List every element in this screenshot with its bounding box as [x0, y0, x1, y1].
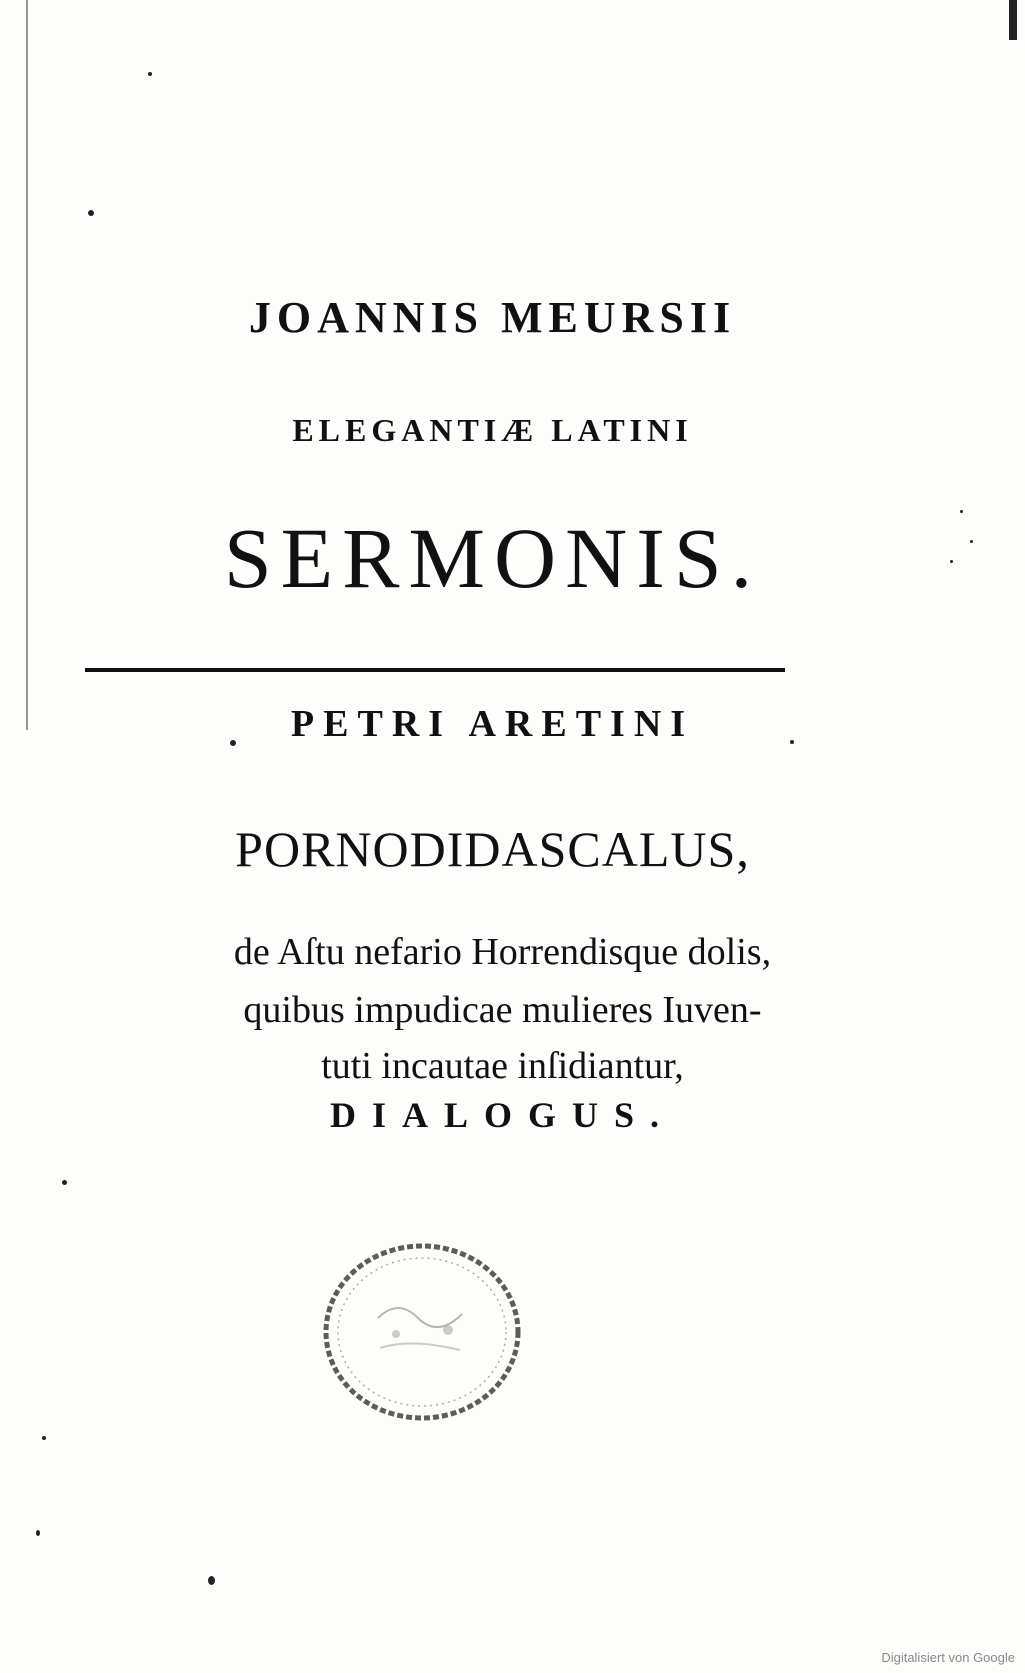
second-author-line: PETRI ARETINI — [290, 703, 695, 745]
horizontal-rule — [85, 668, 785, 672]
subtitle-line-1: de Aſtu nefario Horrendisque dolis, — [233, 931, 772, 973]
title-line-1: ELEGANTIÆ LATINI — [292, 412, 693, 448]
page-edge-left — [26, 0, 28, 730]
speck — [62, 1180, 67, 1185]
dialogus-line: DIALOGUS. — [329, 1095, 676, 1135]
library-stamp-icon — [318, 1238, 526, 1426]
speck — [42, 1436, 46, 1440]
title-line-2: SERMONIS. — [223, 510, 762, 606]
digitization-watermark: Digitalisiert von Google — [881, 1650, 1015, 1665]
second-title-line: PORNODIDASCALUS, — [235, 821, 750, 877]
author-line: JOANNIS MEURSII — [248, 293, 737, 342]
speck — [790, 740, 794, 744]
speck — [970, 540, 973, 543]
subtitle-line-2: quibus impudicae mulieres Iuven- — [243, 989, 762, 1031]
speck — [230, 740, 236, 746]
page-edge-right — [1009, 0, 1017, 40]
subtitle-line-3: tuti incautae inſidiantur, — [321, 1045, 684, 1087]
speck — [88, 210, 94, 216]
speck — [950, 560, 953, 563]
speck — [208, 1576, 215, 1585]
speck — [36, 1530, 40, 1536]
speck — [148, 72, 152, 76]
speck — [960, 510, 963, 513]
